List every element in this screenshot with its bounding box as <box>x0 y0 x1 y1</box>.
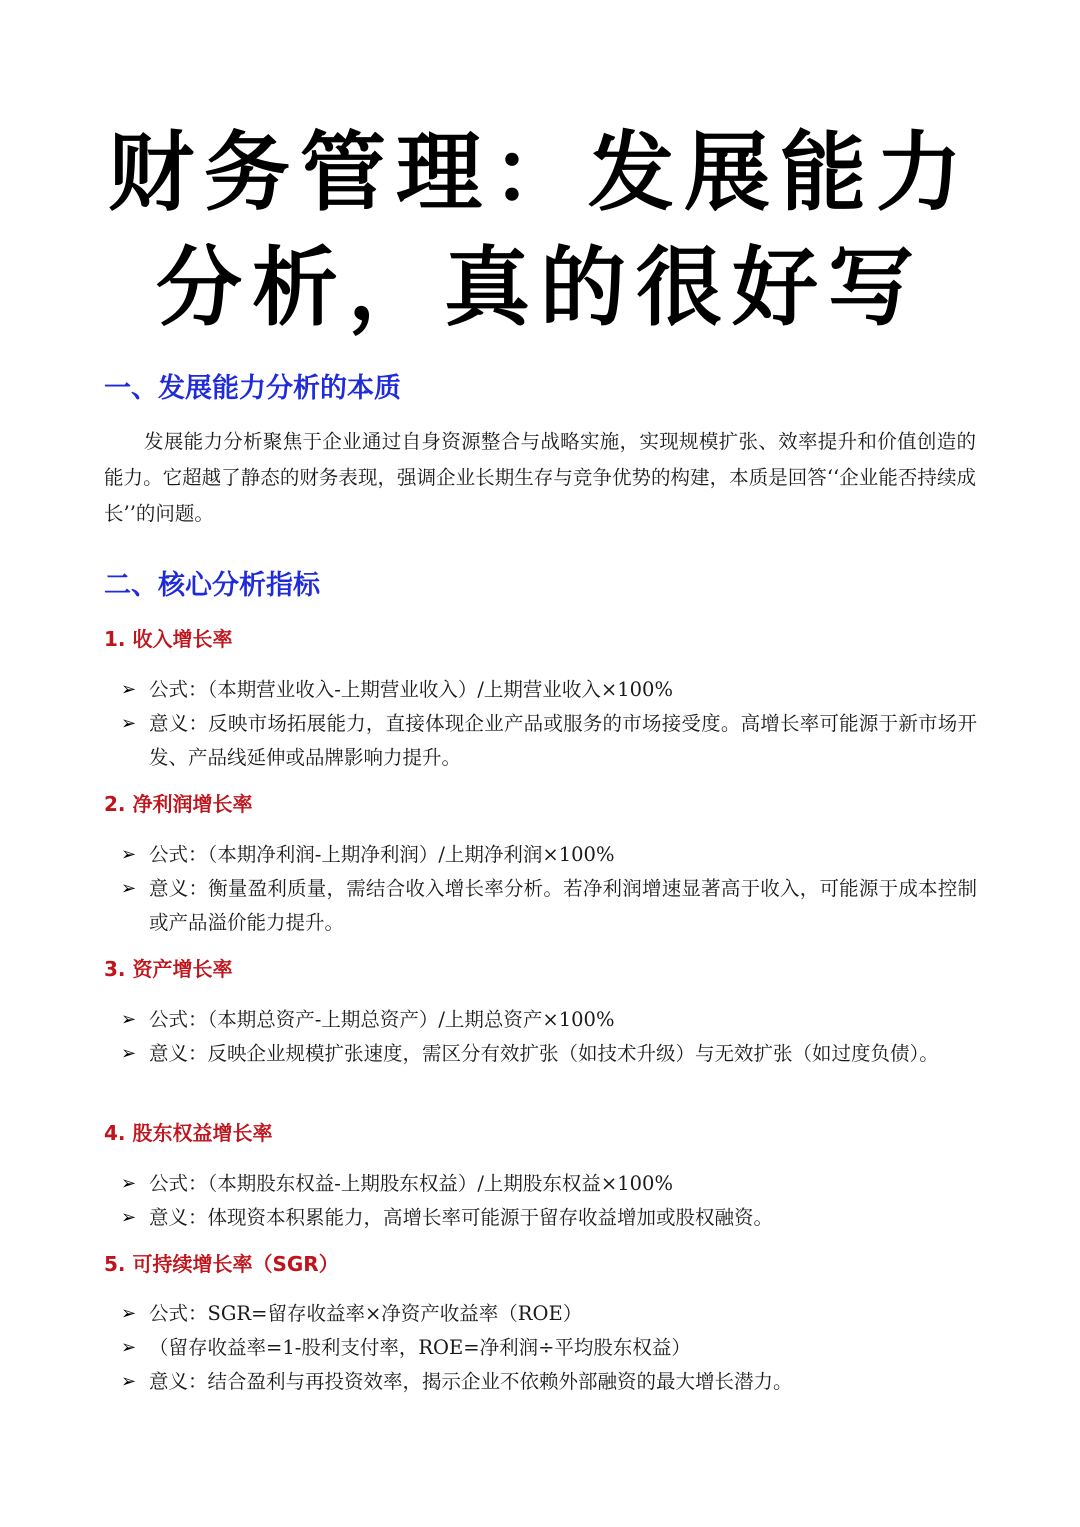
indicator-bullet <box>121 1365 977 1399</box>
indicator-bullet <box>121 872 977 940</box>
bullet-text-meaning: 意义：反映企业规模扩张速度，需区分有效扩张（如技术升级）与无效扩张（如过度负债）。 <box>149 1042 939 1065</box>
arrow-bullet-icon: ➢ <box>121 1043 137 1064</box>
indicator-title-equity-growth: 4. 股东权益增长率 <box>104 1121 273 1145</box>
arrow-bullet-icon: ➢ <box>121 878 137 899</box>
page-title-line-1: 财务管理：发展能力 <box>108 123 972 223</box>
bullet-text-meaning: 意义：体现资本积累能力，高增长率可能源于留存收益增加或股权融资。 <box>149 1206 774 1229</box>
arrow-bullet-icon: ➢ <box>121 844 137 865</box>
indicator-title-net-profit-growth: 2. 净利润增长率 <box>104 792 253 816</box>
page-title-line-2: 分析，真的很好写 <box>156 238 924 338</box>
bullet-text-meaning: 意义：衡量盈利质量，需结合收入增长率分析。若净利润增速显著高于收入，可能源于成本控制或产品溢价能力提升。 <box>149 877 977 934</box>
arrow-bullet-icon: ➢ <box>121 1303 137 1324</box>
indicator-title-asset-growth: 3. 资产增长率 <box>104 957 233 981</box>
indicator-bullet <box>121 1003 977 1037</box>
indicator-bullet <box>121 838 977 872</box>
bullet-text-formula-note: （留存收益率=1-股利支付率，ROE=净利润÷平均股东权益） <box>149 1336 691 1359</box>
indicator-bullet <box>121 1331 977 1365</box>
bullet-text-formula: 公式：SGR=留存收益率×净资产收益率（ROE） <box>149 1302 583 1325</box>
arrow-bullet-icon: ➢ <box>121 1207 137 1228</box>
arrow-bullet-icon: ➢ <box>121 679 137 700</box>
bullet-text-formula: 公式：（本期营业收入-上期营业收入）/上期营业收入×100% <box>149 678 673 701</box>
indicator-bullet <box>121 707 977 775</box>
indicator-bullet <box>121 1201 977 1235</box>
bullet-text-meaning: 意义：结合盈利与再投资效率，揭示企业不依赖外部融资的最大增长潜力。 <box>149 1370 793 1393</box>
section-paragraph-essence: 发展能力分析聚焦于企业通过自身资源整合与战略实施，实现规模扩张、效率提升和价值创造的能力。它超越了静态的财务表现，强调企业长期生存与竞争优势的构建，本质是回答‘‘企业能否持续成长’’的问题。 <box>104 430 976 525</box>
arrow-bullet-icon: ➢ <box>121 1337 137 1358</box>
indicator-bullet <box>121 1037 977 1071</box>
bullet-text-meaning: 意义：反映市场拓展能力，直接体现企业产品或服务的市场接受度。高增长率可能源于新市场开发、产品线延伸或品牌影响力提升。 <box>149 712 977 769</box>
bullet-text-formula: 公式：（本期总资产-上期总资产）/上期总资产×100% <box>149 1008 615 1031</box>
indicator-bullet <box>121 1297 977 1331</box>
indicator-title-sustainable-growth: 5. 可持续增长率（SGR） <box>104 1252 339 1276</box>
arrow-bullet-icon: ➢ <box>121 713 137 734</box>
section-heading-core-indicators: 二、核心分析指标 <box>104 570 320 601</box>
indicator-title-revenue-growth: 1. 收入增长率 <box>104 627 233 651</box>
bullet-text-formula: 公式：（本期股东权益-上期股东权益）/上期股东权益×100% <box>149 1172 673 1195</box>
indicator-bullet <box>121 673 977 707</box>
arrow-bullet-icon: ➢ <box>121 1009 137 1030</box>
section-heading-essence: 一、发展能力分析的本质 <box>104 373 401 404</box>
arrow-bullet-icon: ➢ <box>121 1173 137 1194</box>
arrow-bullet-icon: ➢ <box>121 1371 137 1392</box>
bullet-text-formula: 公式：（本期净利润-上期净利润）/上期净利润×100% <box>149 843 615 866</box>
indicator-bullet <box>121 1167 977 1201</box>
